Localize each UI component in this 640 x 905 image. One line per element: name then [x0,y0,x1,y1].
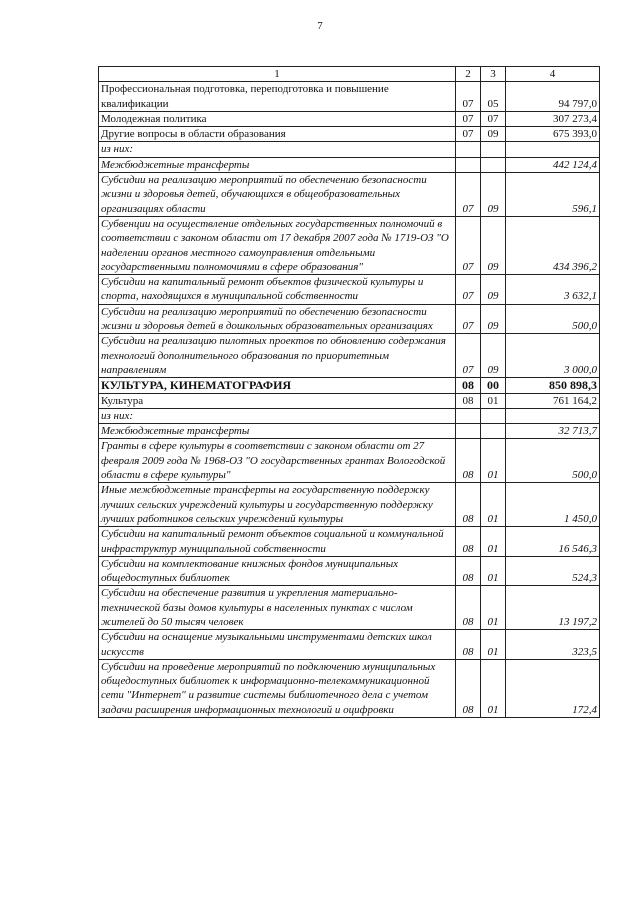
row-section: 08 [456,439,481,483]
table-row [99,586,600,630]
row-section: 07 [456,127,481,142]
row-section: 07 [456,216,481,274]
row-name: КУЛЬТУРА, КИНЕМАТОГРАФИЯ [99,378,456,393]
row-amount: 307 273,4 [506,111,600,126]
header-col-4: 4 [506,67,600,82]
row-name: Профессиональная подготовка, переподготовка и повышение квалификации [99,82,456,112]
row-amount: 500,0 [506,304,600,334]
table-row [99,659,600,717]
table-row [99,408,600,423]
table-row [99,216,600,274]
row-subsection: 01 [481,393,506,408]
row-section: 08 [456,378,481,393]
page-number: 7 [317,20,323,32]
row-subsection: 01 [481,527,506,557]
row-amount: 761 164,2 [506,393,600,408]
row-subsection: 09 [481,216,506,274]
row-subsection [481,142,506,157]
row-amount: 500,0 [506,439,600,483]
row-amount: 524,3 [506,556,600,586]
row-amount: 3 000,0 [506,334,600,378]
row-subsection: 09 [481,275,506,305]
table-row [99,424,600,439]
row-amount [506,408,600,423]
table-row [99,111,600,126]
table-row [99,378,600,393]
row-amount: 442 124,4 [506,157,600,172]
row-name: из них: [99,142,456,157]
table-row [99,483,600,527]
table-row [99,556,600,586]
row-section: 08 [456,483,481,527]
row-section: 08 [456,393,481,408]
row-section: 07 [456,275,481,305]
row-subsection: 01 [481,586,506,630]
row-name: Субвенции на осуществление отдельных государственных полномочий в соответствии с законом области от 17 декабря 2007 года № 1719-ОЗ "О наделении органов местного самоуправления отдельными государственными полномочиями в сфере образования" [99,216,456,274]
row-amount: 13 197,2 [506,586,600,630]
row-subsection: 01 [481,659,506,717]
row-subsection: 07 [481,111,506,126]
row-subsection: 01 [481,556,506,586]
row-name: Иные межбюджетные трансферты на государственную поддержку лучших сельских учреждений культуры и государственную поддержку лучших работников сельских учреждений культуры [99,483,456,527]
row-section: 07 [456,111,481,126]
row-section [456,157,481,172]
row-name: Субсидии на комплектование книжных фондов муниципальных общедоступных библиотек [99,556,456,586]
row-section [456,408,481,423]
row-amount: 434 396,2 [506,216,600,274]
table-header-row [99,67,600,82]
row-name: Межбюджетные трансферты [99,424,456,439]
table-row [99,173,600,217]
row-name: Субсидии на реализацию мероприятий по обеспечению безопасности жизни и здоровья детей в дошкольных образовательных организациях [99,304,456,334]
table-row [99,334,600,378]
row-name: Субсидии на реализацию мероприятий по обеспечению безопасности жизни и здоровья детей, обучающихся в общеобразовательных организациях области [99,173,456,217]
row-name: Субсидии на проведение мероприятий по подключению муниципальных общедоступных библиотек к информационно-телекоммуникационной сети "Интернет" и развитие системы библиотечного дела с учетом задачи расширения информационных технологий и оцифровки [99,659,456,717]
table-row [99,127,600,142]
row-amount: 172,4 [506,659,600,717]
row-name: Межбюджетные трансферты [99,157,456,172]
row-name: Субсидии на капитальный ремонт объектов социальной и коммунальной инфраструктур муниципальной собственности [99,527,456,557]
row-amount [506,142,600,157]
row-name: Субсидии на реализацию пилотных проектов по обновлению содержания технологий дополнительного образования по приоритетным направлениям [99,334,456,378]
row-subsection: 01 [481,630,506,660]
row-amount: 596,1 [506,173,600,217]
row-subsection: 09 [481,334,506,378]
row-amount: 32 713,7 [506,424,600,439]
row-name: Субсидии на обеспечение развития и укрепления материально-технической базы домов культуры в населенных пунктах с числом жителей до 50 тысяч человек [99,586,456,630]
row-amount: 3 632,1 [506,275,600,305]
row-section: 08 [456,556,481,586]
budget-table [98,66,600,718]
row-section [456,142,481,157]
row-amount: 850 898,3 [506,378,600,393]
table-row [99,630,600,660]
row-subsection [481,157,506,172]
header-col-1: 1 [99,67,456,82]
row-section: 08 [456,630,481,660]
row-subsection: 09 [481,304,506,334]
row-section: 07 [456,334,481,378]
table-row [99,527,600,557]
row-subsection: 01 [481,483,506,527]
row-name: Культура [99,393,456,408]
row-name: Субсидии на капитальный ремонт объектов физической культуры и спорта, находящихся в муниципальной собственности [99,275,456,305]
row-section: 07 [456,173,481,217]
row-subsection [481,408,506,423]
row-amount: 1 450,0 [506,483,600,527]
row-section: 07 [456,304,481,334]
row-subsection: 05 [481,82,506,112]
row-subsection: 01 [481,439,506,483]
row-section: 08 [456,659,481,717]
table-row [99,275,600,305]
row-name: Другие вопросы в области образования [99,127,456,142]
row-amount: 16 546,3 [506,527,600,557]
row-name: Молодежная политика [99,111,456,126]
row-subsection [481,424,506,439]
row-amount: 675 393,0 [506,127,600,142]
row-section: 07 [456,82,481,112]
table-row [99,439,600,483]
row-amount: 323,5 [506,630,600,660]
row-name: Субсидии на оснащение музыкальными инструментами детских школ искусств [99,630,456,660]
table-row [99,157,600,172]
row-subsection: 09 [481,127,506,142]
row-subsection: 09 [481,173,506,217]
row-section [456,424,481,439]
row-amount: 94 797,0 [506,82,600,112]
table-row [99,304,600,334]
row-section: 08 [456,586,481,630]
header-col-3: 3 [481,67,506,82]
row-section: 08 [456,527,481,557]
row-name: из них: [99,408,456,423]
row-subsection: 00 [481,378,506,393]
table-row [99,393,600,408]
table-row [99,142,600,157]
table-row [99,82,600,112]
row-name: Гранты в сфере культуры в соответствии с законом области от 27 февраля 2009 года № 1968-ОЗ "О государственных грантах Вологодской области в сфере культуры" [99,439,456,483]
header-col-2: 2 [456,67,481,82]
